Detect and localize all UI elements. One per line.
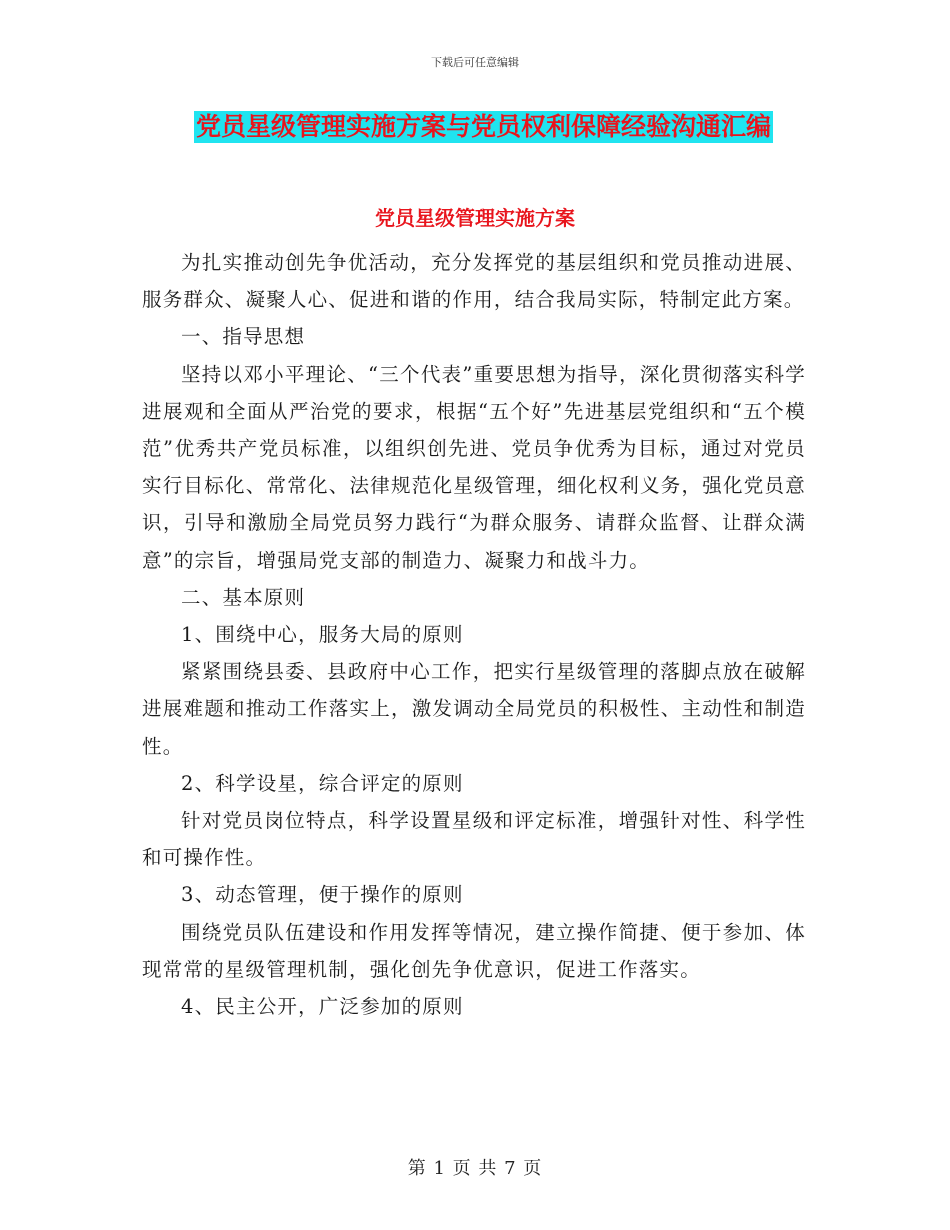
page-number: 第 1 页 共 7 页 <box>407 1158 543 1179</box>
paragraph: 紧紧围绕县委、县政府中心工作，把实行星级管理的落脚点放在破解进展难题和推动工作落实上，激发调动全局党员的积极性、主动性和制造性。 <box>142 660 806 758</box>
paragraph: 围绕党员队伍建设和作用发挥等情况，建立操作简捷、便于参加、体现常常的星级管理机制，强化创先争优意识，促进工作落实。 <box>142 920 806 981</box>
principle-heading: 3、动态管理，便于操作的原则 <box>181 883 464 907</box>
main-title: 党员星级管理实施方案与党员权利保障经验沟通汇编 <box>196 112 772 141</box>
document-body <box>142 244 806 1025</box>
heading-basic-principles: 二、基本原则 <box>181 585 306 609</box>
page-header-note: 下载后可任意编辑 <box>431 56 519 69</box>
paragraph: 为扎实推动创先争优活动，充分发挥党的基层组织和党员推动进展、服务群众、凝聚人心、促进和谐的作用，结合我局实际，特制定此方案。 <box>142 251 806 312</box>
principle-heading: 2、科学设星，综合评定的原则 <box>181 771 464 795</box>
main-title-container <box>194 111 773 143</box>
paragraph: 坚持以邓小平理论、“三个代表”重要思想为指导，深化贯彻落实科学进展观和全面从严治党的要求，根据“五个好”先进基层党组织和“五个模范”优秀共产党员标准，以组织创先进、党员争优秀为目标，通过对党员实行目标化、常常化、法律规范化星级管理，细化权利义务，强化党员意识，引导和激励全局党员努力践行“为群众服务、请群众监督、让群众满意”的宗旨，增强局党支部的制造力、凝聚力和战斗力。 <box>142 362 806 572</box>
section-title: 党员星级管理实施方案 <box>375 206 575 230</box>
principle-heading: 1、围绕中心，服务大局的原则 <box>181 623 464 647</box>
paragraph: 针对党员岗位特点，科学设置星级和评定标准，增强针对性、科学性和可操作性。 <box>142 809 806 870</box>
heading-guiding-thought: 一、指导思想 <box>181 325 306 349</box>
principle-heading: 4、民主公开，广泛参加的原则 <box>181 995 464 1019</box>
